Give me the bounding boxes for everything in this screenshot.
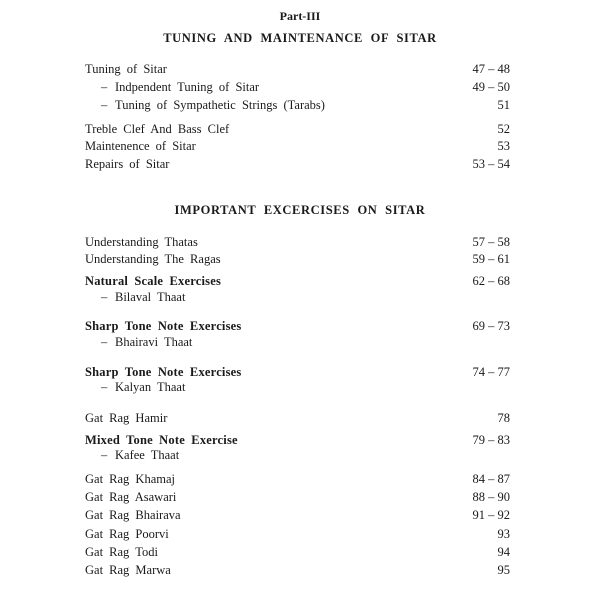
entry-pages: 47 – 48 [472,62,510,76]
toc-entry [85,562,510,578]
toc-entry [85,61,510,77]
toc-subentry [85,334,510,350]
entry-label: – Kafee Thaat [101,447,179,463]
toc-entry [85,410,510,426]
entry-label: Treble Clef And Bass Clef [85,122,230,136]
entry-pages: 93 [497,527,510,541]
entry-label: – Kalyan Thaat [101,379,185,395]
section-title-exercises: IMPORTANT EXCERCISES ON SITAR [174,203,426,217]
toc-entry [85,251,510,267]
entry-pages: 62 – 68 [472,274,510,288]
entry-pages: 51 [497,98,510,112]
entry-pages: 84 – 87 [472,472,510,486]
toc-entry [85,234,510,250]
entry-label: Gat Rag Todi [85,545,158,559]
entry-pages: 57 – 58 [472,235,510,249]
entry-pages: 52 [497,122,510,136]
entry-label: Gat Rag Hamir [85,411,168,425]
entry-pages: 53 [497,139,510,153]
entry-label: Natural Scale Exercises [85,274,222,288]
toc-entry [85,273,510,289]
entry-pages: 59 – 61 [472,252,510,266]
toc-subentry [85,379,510,395]
entry-label: Gat Rag Khamaj [85,472,176,486]
entry-label: Gat Rag Bhairava [85,508,181,522]
entry-pages: 88 – 90 [472,490,510,504]
toc-subentry [85,97,510,113]
entry-pages: 95 [497,563,510,577]
entry-label: Maintenence of Sitar [85,139,196,153]
toc-entry [85,121,510,137]
toc-entry [85,489,510,505]
entry-label: Understanding Thatas [85,235,198,249]
entry-label: Tuning of Sitar [85,62,167,76]
entry-label: – Indpendent Tuning of Sitar [101,79,259,95]
part-label: Part-III [279,9,321,23]
entry-label: Sharp Tone Note Exercises [85,365,242,379]
entry-label: Repairs of Sitar [85,157,170,171]
toc-entry [85,318,510,334]
toc-entry [85,471,510,487]
entry-label: Gat Rag Poorvi [85,527,169,541]
toc-entry [85,544,510,560]
entry-pages: 69 – 73 [472,319,510,333]
toc-entry [85,364,510,380]
entry-pages: 49 – 50 [472,80,510,94]
toc-subentry [85,289,510,305]
entry-label: Mixed Tone Note Exercise [85,433,238,447]
entry-pages: 78 [497,411,510,425]
section-title-tuning: TUNING AND MAINTENANCE OF SITAR [163,31,437,45]
entry-label: Gat Rag Marwa [85,563,171,577]
toc-entry [85,156,510,172]
entry-pages: 91 – 92 [472,508,510,522]
entry-label: Sharp Tone Note Exercises [85,319,242,333]
entry-label: Understanding The Ragas [85,252,221,266]
toc-entry [85,138,510,154]
toc-entry [85,526,510,542]
entry-pages: 94 [497,545,510,559]
toc-entry [85,507,510,523]
entry-label: – Bilaval Thaat [101,289,185,305]
toc-subentry [85,447,510,463]
entry-pages: 74 – 77 [472,365,510,379]
toc-subentry [85,79,510,95]
entry-label: Gat Rag Asawari [85,490,177,504]
toc-entry [85,432,510,448]
entry-pages: 53 – 54 [472,157,510,171]
entry-label: – Bhairavi Thaat [101,334,192,350]
entry-label: – Tuning of Sympathetic Strings (Tarabs) [101,97,325,113]
entry-pages: 79 – 83 [472,433,510,447]
